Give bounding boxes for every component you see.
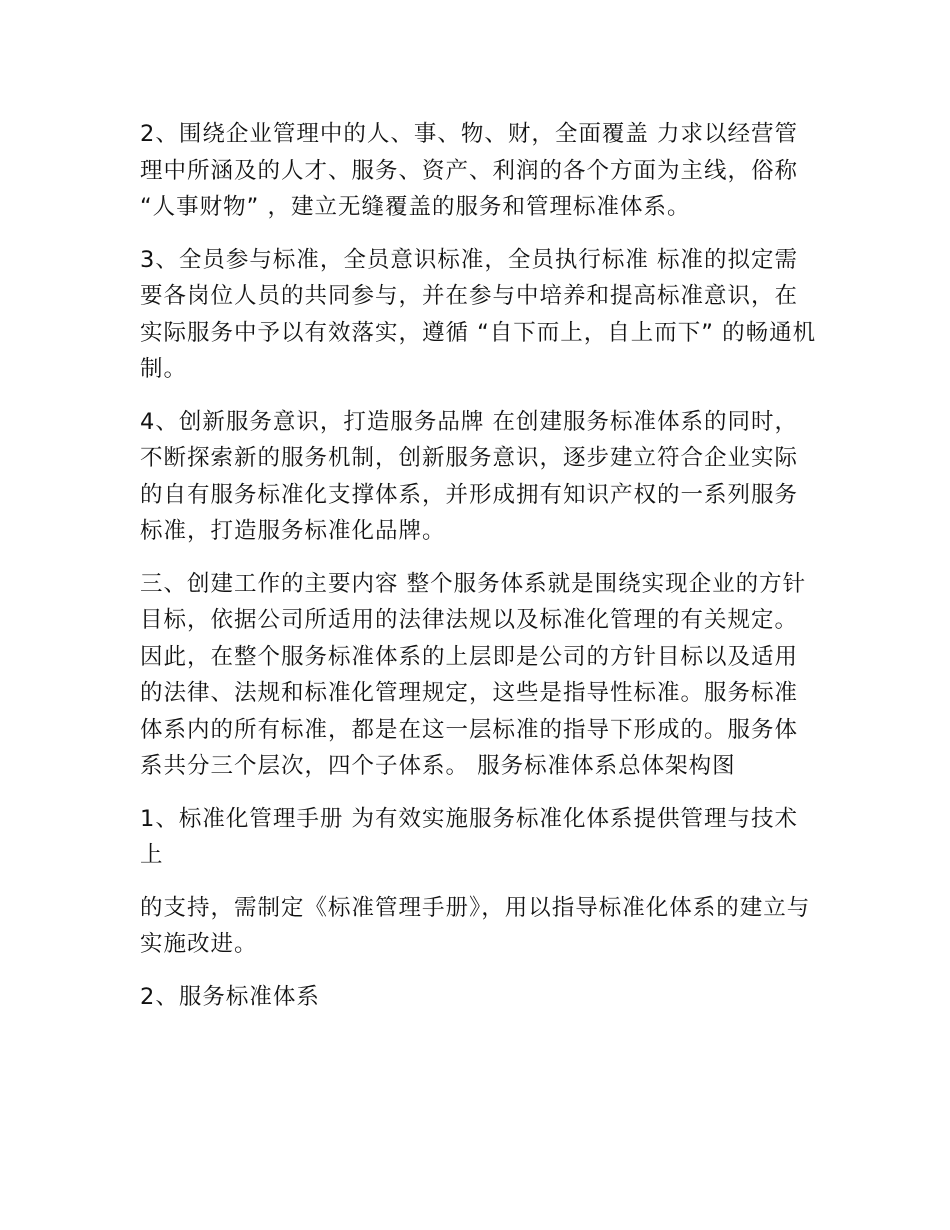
paragraph-personnel-affairs: 2、围绕企业管理中的人、事、物、财，全面覆盖 力求以经营管理中所涵及的人才、服务、资产、利润的各个方面为主线，俗称 “人事财物” ，建立无缝覆盖的服务和管理标准体系。 (140, 121, 799, 220)
paragraph-manual-support: 的支持，需制定《标准管理手册》，用以指导标准化体系的建立与实施改进。 (140, 894, 811, 957)
paragraph-service-innovation: 4、创新服务意识，打造服务品牌 在创建服务标准体系的同时，不断探索新的服务机制，创新服务意识，逐步建立符合企业实际的自有服务标准化支撑体系，并形成拥有知识产权的一系列服务标准，打造服务标准化品牌。 (140, 408, 799, 544)
paragraph-full-participation: 3、全员参与标准，全员意识标准，全员执行标准 标准的拟定需要各岗位人员的共同参与，并在参与中培养和提高标准意识，在实际服务中予以有效落实，遵循 “自下而上，自上而下” 的畅通机制。 (140, 246, 817, 382)
paragraph-manual-heading: 1、标准化管理手册 为有效实施服务标准化体系提供管理与技术上 (140, 805, 798, 868)
paragraph-main-content: 三、创建工作的主要内容 整个服务体系就是围绕实现企业的方针目标，依据公司所适用的法律法规以及标准化管理的有关规定。因此，在整个服务标准体系的上层即是公司的方针目标以及适用的法律、法规和标准化管理规定，这些是指导性标准。服务标准体系内的所有标准，都是在这一层标准的指导下形成的。服务体系共分三个层次，四个子体系。 服务标准体系总体架构图 (140, 570, 807, 779)
paragraph-service-system-heading: 2、服务标准体系 (140, 983, 320, 1010)
